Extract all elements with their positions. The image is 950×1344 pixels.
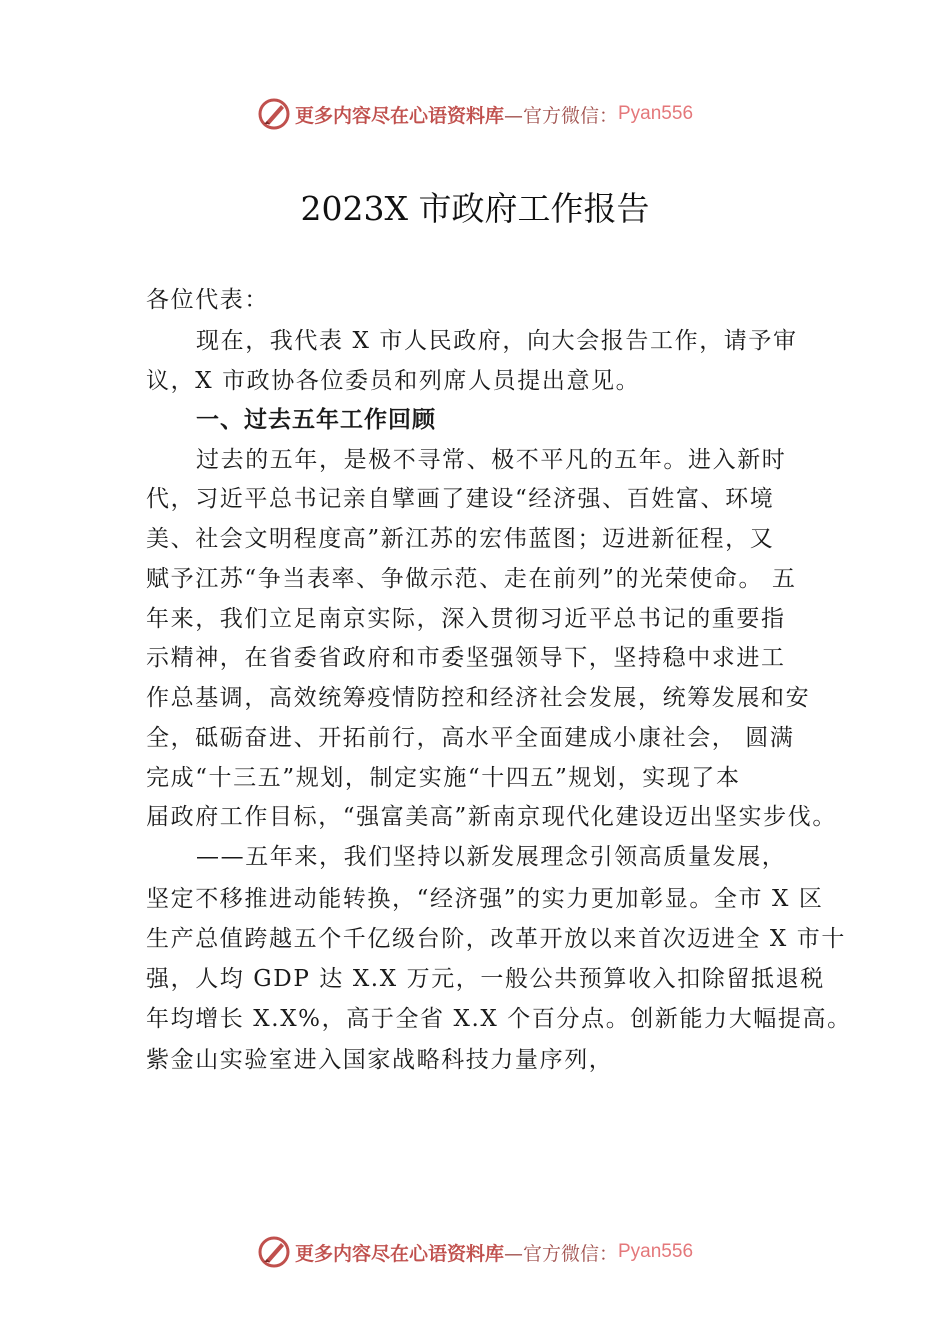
pen-seal-logo-icon — [257, 1235, 291, 1269]
paragraph-line: 现在，我代表 X 市人民政府，向大会报告工作，请予审 — [196, 328, 798, 354]
paragraph-line: ——五年来，我们坚持以新发展理念引领高质量发展， — [196, 844, 787, 870]
paragraph-line: 届政府工作目标，“强富美高”新南京现代化建设迈出坚实步伐。 — [146, 804, 837, 830]
salutation: 各位代表： — [146, 287, 269, 313]
paragraph-line: 美、社会文明程度高”新江苏的宏伟蓝图；迈进新征程，又 — [146, 526, 775, 552]
banner-sub-text: —官方微信： — [503, 1242, 618, 1265]
paragraph-line: 坚定不移推进动能转换，“经济强”的实力更加彰显。全市 X 区 — [146, 886, 824, 912]
paragraph-line: 过去的五年，是极不寻常、极不平凡的五年。进入新时 — [196, 447, 787, 473]
paragraph-line: 生产总值跨越五个千亿级台阶，改革开放以来首次迈进全 X 市十 — [146, 926, 846, 952]
pen-seal-logo-icon — [257, 97, 291, 131]
banner-main-text: 更多内容尽在心语资料库 — [294, 1242, 504, 1265]
paragraph-line: 完成“十三五”规划，制定实施“十四五”规划，实现了本 — [146, 765, 741, 791]
paragraph-line: 赋予江苏“争当表率、争做示范、走在前列”的光荣使命。 五 — [146, 566, 797, 592]
paragraph-line: 年来，我们立足南京实际，深入贯彻习近平总书记的重要指 — [146, 606, 786, 632]
header-banner — [0, 94, 950, 134]
banner-sub-text: —官方微信： — [503, 104, 618, 127]
paragraph-line: 年均增长 X.X%，高于全省 X.X 个百分点。创新能力大幅提高。 — [146, 1006, 852, 1032]
section-heading: 一、过去五年工作回顾 — [196, 407, 436, 433]
paragraph-line: 示精神，在省委省政府和市委坚强领导下，坚持稳中求进工 — [146, 645, 786, 671]
paragraph-line: 代，习近平总书记亲自擘画了建设“经济强、百姓富、环境 — [146, 486, 775, 512]
document-title: 2023X 市政府工作报告 — [300, 189, 650, 228]
footer-banner — [0, 1232, 950, 1272]
paragraph-line: 全，砥砺奋进、开拓前行，高水平全面建成小康社会， 圆满 — [146, 725, 795, 751]
paragraph-line: 议，X 市政协各位委员和列席人员提出意见。 — [146, 368, 641, 394]
banner-wechat-id: Pyan556 — [618, 103, 694, 124]
banner-main-text: 更多内容尽在心语资料库 — [294, 104, 504, 127]
banner-wechat-id: Pyan556 — [618, 1241, 694, 1262]
paragraph-line: 作总基调，高效统筹疫情防控和经济社会发展，统筹发展和安 — [146, 685, 811, 711]
paragraph-line: 紫金山实验室进入国家战略科技力量序列， — [146, 1047, 614, 1073]
paragraph-line: 强，人均 GDP 达 X.X 万元，一般公共预算收入扣除留抵退税 — [146, 966, 825, 992]
